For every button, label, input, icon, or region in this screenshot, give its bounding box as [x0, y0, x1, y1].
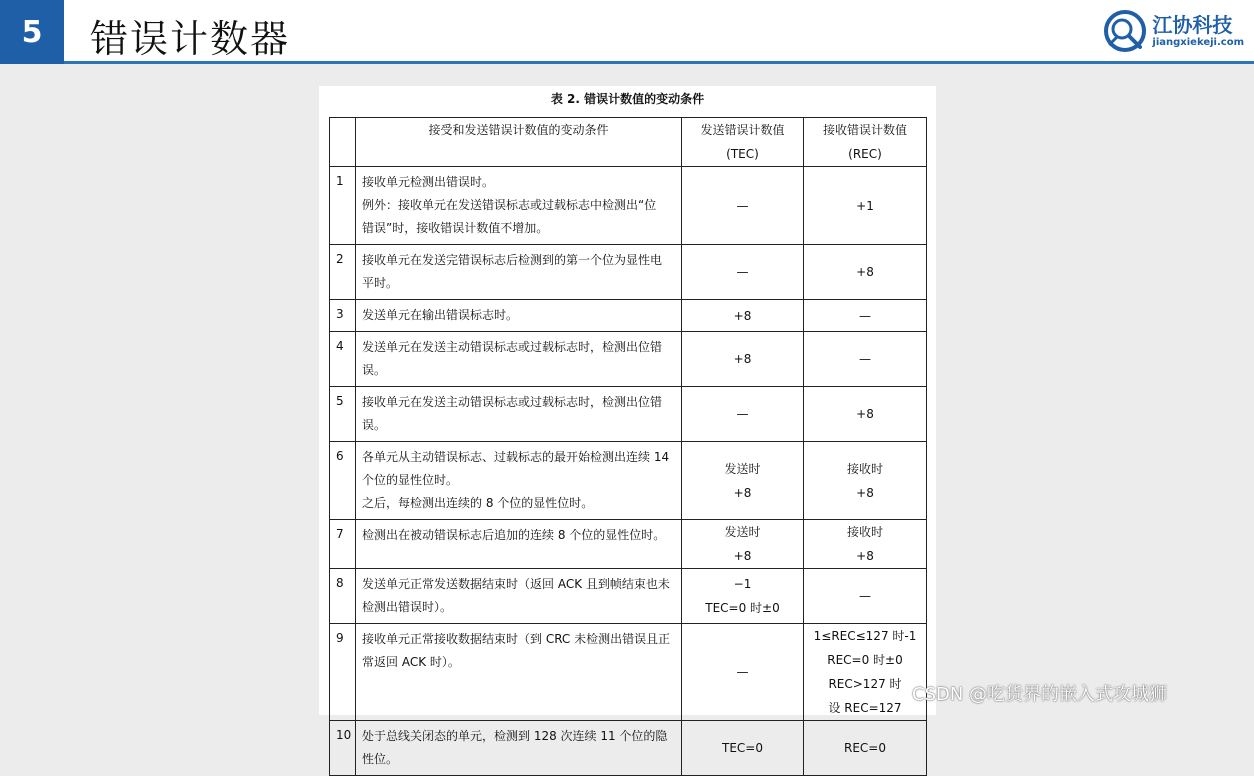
slide-title: 错误计数器	[90, 17, 291, 61]
rec-value-line: REC=0 时±0	[827, 653, 903, 667]
condition-line: 个位的显性位时。	[362, 473, 459, 487]
row-condition	[356, 569, 682, 624]
row-tec-value	[682, 167, 804, 245]
header-condition-label: 接受和发送错误计数值的变动条件	[428, 123, 609, 137]
tec-value-line: +8	[733, 549, 752, 563]
row-condition	[356, 300, 682, 332]
header-tec-line1: 发送错误计数值	[700, 123, 785, 137]
row-rec-value	[804, 245, 927, 300]
tec-value-line: −1	[733, 577, 752, 591]
table-row	[330, 569, 927, 624]
header-rec	[804, 118, 927, 167]
row-rec-value	[804, 442, 927, 520]
tec-value-line: —	[736, 265, 749, 279]
table-row	[330, 387, 927, 442]
row-tec-value	[682, 442, 804, 520]
brand-logo	[1102, 8, 1244, 54]
row-rec-value	[804, 167, 927, 245]
condition-line: 各单元从主动错误标志、过载标志的最开始检测出连续 14	[362, 450, 670, 464]
row-condition	[356, 245, 682, 300]
slide-header	[0, 0, 1254, 64]
table-row	[330, 245, 927, 300]
rec-value-line: REC=0	[844, 741, 886, 755]
condition-line: 发送单元正常发送数据结束时（返回 ACK 且到帧结束也未	[362, 577, 670, 591]
rec-value-line: +8	[856, 485, 874, 500]
tec-value-line: TEC=0 时±0	[705, 601, 780, 615]
section-number: 5	[0, 0, 64, 64]
row-condition	[356, 520, 682, 569]
tec-value-line: —	[736, 198, 749, 213]
logo-icon	[1102, 8, 1148, 54]
rec-value-line: —	[859, 352, 871, 366]
condition-line: 接收单元检测出错误时。	[362, 175, 495, 189]
row-index: 3	[330, 300, 356, 332]
condition-line: 检测出错误时）。	[362, 600, 453, 614]
row-tec-value	[682, 569, 804, 624]
row-rec-value	[804, 569, 927, 624]
header-rec-line2: (REC)	[848, 147, 882, 161]
tec-value-line: +8	[733, 485, 752, 500]
rec-value-line: —	[859, 308, 871, 323]
row-index: 5	[330, 387, 356, 442]
rec-value-line: REC>127 时	[828, 677, 902, 691]
row-condition	[356, 442, 682, 520]
table-caption: 表 2. 错误计数值的变动条件	[550, 92, 705, 106]
row-rec-value	[804, 520, 927, 569]
row-condition	[356, 332, 682, 387]
table-row	[330, 442, 927, 520]
row-condition	[356, 387, 682, 442]
condition-line: 平时。	[362, 276, 399, 290]
table-row	[330, 300, 927, 332]
row-rec-value	[804, 300, 927, 332]
row-tec-value	[682, 332, 804, 387]
rec-value-line: 1≤REC≤127 时-1	[813, 629, 917, 643]
table-row	[330, 721, 927, 776]
rec-value-line: +8	[856, 265, 874, 279]
condition-line: 误。	[362, 418, 387, 432]
condition-line: 误。	[362, 363, 387, 377]
condition-line: 处于总线关闭态的单元，检测到 128 次连续 11 个位的隐	[362, 729, 668, 743]
condition-line: 接收单元在发送主动错误标志或过载标志时，检测出位错	[362, 395, 663, 409]
row-index: 9	[330, 624, 356, 721]
condition-line: 性位。	[362, 752, 399, 766]
rec-value-line: +8	[856, 549, 874, 563]
rec-value-line: +1	[856, 198, 874, 213]
row-tec-value	[682, 300, 804, 332]
row-index: 8	[330, 569, 356, 624]
condition-line: 常返回 ACK 时）。	[362, 655, 460, 669]
rec-value-line: —	[859, 589, 871, 603]
header-tec	[682, 118, 804, 167]
row-index: 10	[330, 721, 356, 776]
logo-name: 江协科技	[1152, 13, 1233, 37]
tec-value-line: —	[736, 407, 749, 421]
condition-line: 发送单元在输出错误标志时。	[362, 308, 519, 322]
row-tec-value	[682, 721, 804, 776]
condition-line: 发送单元在发送主动错误标志或过载标志时，检测出位错	[362, 340, 663, 354]
rec-value-line: 设 REC=127	[828, 701, 902, 715]
header-condition	[356, 118, 682, 167]
row-index: 4	[330, 332, 356, 387]
tec-value-line: +8	[733, 352, 752, 366]
rec-value-line: +8	[856, 407, 874, 421]
row-condition	[356, 167, 682, 245]
row-tec-value	[682, 624, 804, 721]
row-tec-value	[682, 387, 804, 442]
table-row	[330, 520, 927, 569]
tec-value-line: 发送时	[724, 461, 761, 476]
condition-line: 之后，每检测出连续的 8 个位的显性位时。	[362, 496, 594, 510]
tec-value-line: —	[736, 665, 749, 679]
condition-line: 错误”时，接收错误计数值不增加。	[362, 221, 549, 235]
header-tec-line2: (TEC)	[726, 147, 759, 161]
condition-line: 接收单元在发送完错误标志后检测到的第一个位为显性电	[362, 253, 663, 267]
table-row	[330, 167, 927, 245]
rec-value-line: 接收时	[846, 525, 883, 539]
row-index: 6	[330, 442, 356, 520]
row-tec-value	[682, 520, 804, 569]
row-condition	[356, 721, 682, 776]
row-index: 1	[330, 167, 356, 245]
tec-value-line: 发送时	[724, 525, 761, 539]
row-tec-value	[682, 245, 804, 300]
tec-value-line: +8	[733, 308, 752, 323]
logo-url: jiangxiekeji.com	[1152, 37, 1244, 48]
row-rec-value	[804, 387, 927, 442]
row-rec-value	[804, 624, 927, 721]
condition-line: 检测出在被动错误标志后追加的连续 8 个位的显性位时。	[362, 528, 666, 542]
document-page	[319, 86, 936, 766]
row-rec-value	[804, 721, 927, 776]
row-index: 7	[330, 520, 356, 569]
row-condition	[356, 624, 682, 721]
header-index	[330, 118, 356, 167]
table-row	[330, 332, 927, 387]
row-index: 2	[330, 245, 356, 300]
table-header-row	[330, 118, 927, 167]
condition-line: 接收单元正常接收数据结束时（到 CRC 未检测出错误且正	[362, 632, 671, 646]
condition-line: 例外：接收单元在发送错误标志或过载标志中检测出“位	[362, 198, 657, 212]
header-rec-line1: 接收错误计数值	[822, 123, 907, 137]
tec-value-line: TEC=0	[722, 741, 763, 755]
rec-value-line: 接收时	[846, 461, 883, 476]
row-rec-value	[804, 332, 927, 387]
error-count-table	[329, 117, 927, 776]
table-row	[330, 624, 927, 721]
watermark: CSDN @吃货界的嵌入式攻城狮	[912, 684, 1168, 705]
